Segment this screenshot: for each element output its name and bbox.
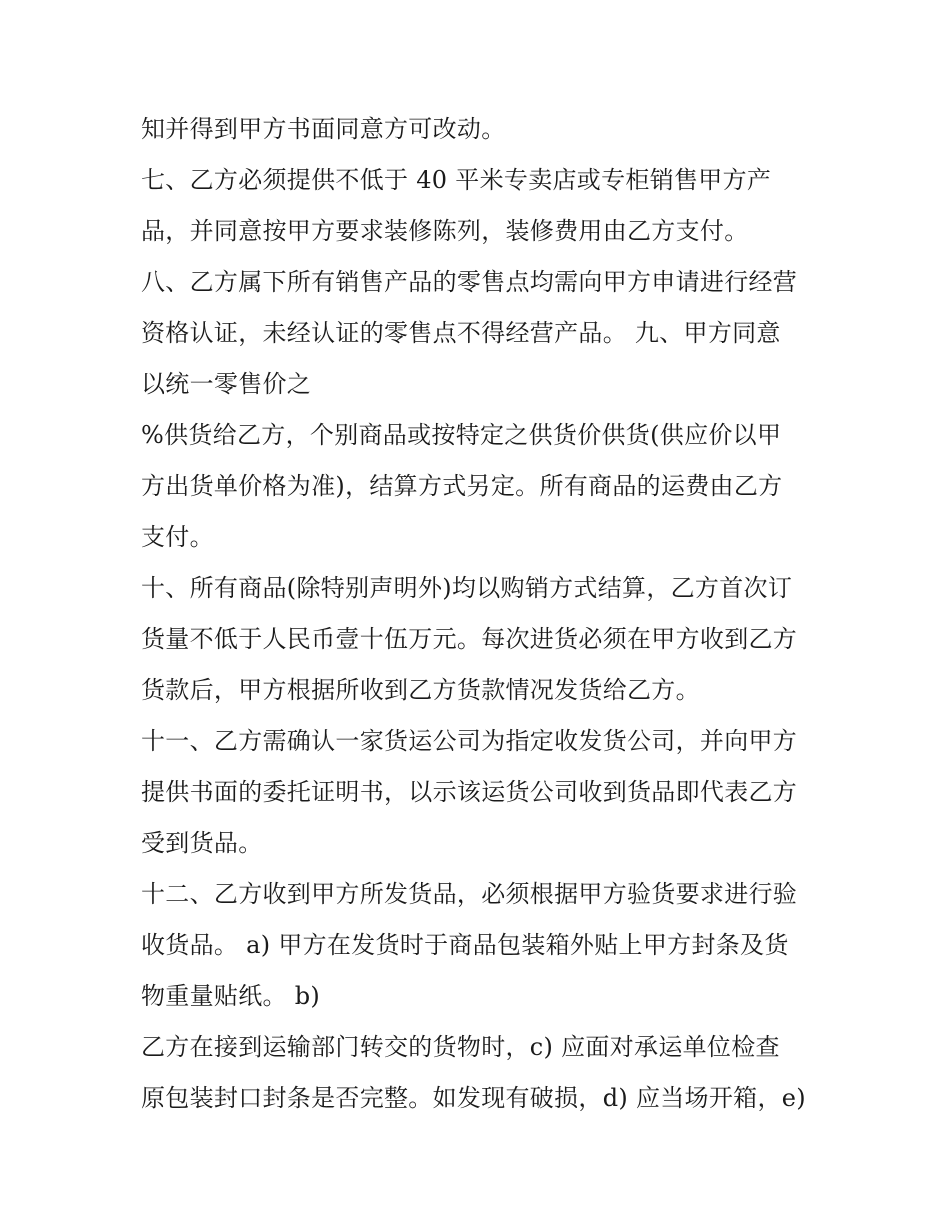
text-line: 十、所有商品(除特别声明外)均以购销方式结算，乙方首次订: [141, 574, 793, 602]
document-body: [141, 108, 821, 1128]
text-line: 品，并同意按甲方要求装修陈列，装修费用由乙方支付。: [141, 217, 749, 245]
text-line: 八、乙方属下所有销售产品的零售点均需向甲方申请进行经营: [141, 268, 798, 296]
text-line: 提供书面的委托证明书，以示该运货公司收到货品即代表乙方: [141, 778, 798, 806]
text-line: 支付。: [141, 523, 214, 551]
text-line: 货量不低于人民币壹十伍万元。每次进货必须在甲方收到乙方: [141, 625, 798, 653]
text-line: 资格认证，未经认证的零售点不得经营产品。 九、甲方同意: [141, 319, 781, 347]
text-line: 七、乙方必须提供不低于 40 平米专卖店或专柜销售甲方产: [141, 166, 772, 194]
text-line: 乙方在接到运输部门转交的货物时，c) 应面对承运单位检查: [141, 1033, 780, 1061]
text-line: 以统一零售价之: [141, 370, 312, 398]
text-line: 受到货品。: [141, 829, 263, 857]
text-line: 十二、乙方收到甲方所发货品，必须根据甲方验货要求进行验: [141, 880, 798, 908]
text-line: 十一、乙方需确认一家货运公司为指定收发货公司，并向甲方: [141, 727, 798, 755]
text-line: 收货品。 a) 甲方在发货时于商品包装箱外贴上甲方封条及货: [141, 931, 789, 959]
text-line: 方出货单价格为准)，结算方式另定。所有商品的运费由乙方: [141, 472, 783, 500]
text-line: 知并得到甲方书面同意方可改动。: [141, 115, 506, 143]
text-line: 物重量贴纸。 b): [141, 982, 321, 1010]
text-line: 原包装封口封条是否完整。如发现有破损，d) 应当场开箱，e): [141, 1084, 806, 1112]
text-line: %供货给乙方，个别商品或按特定之供货价供货(供应价以甲: [141, 421, 782, 449]
text-line: 货款后，甲方根据所收到乙方货款情况发货给乙方。: [141, 676, 700, 704]
